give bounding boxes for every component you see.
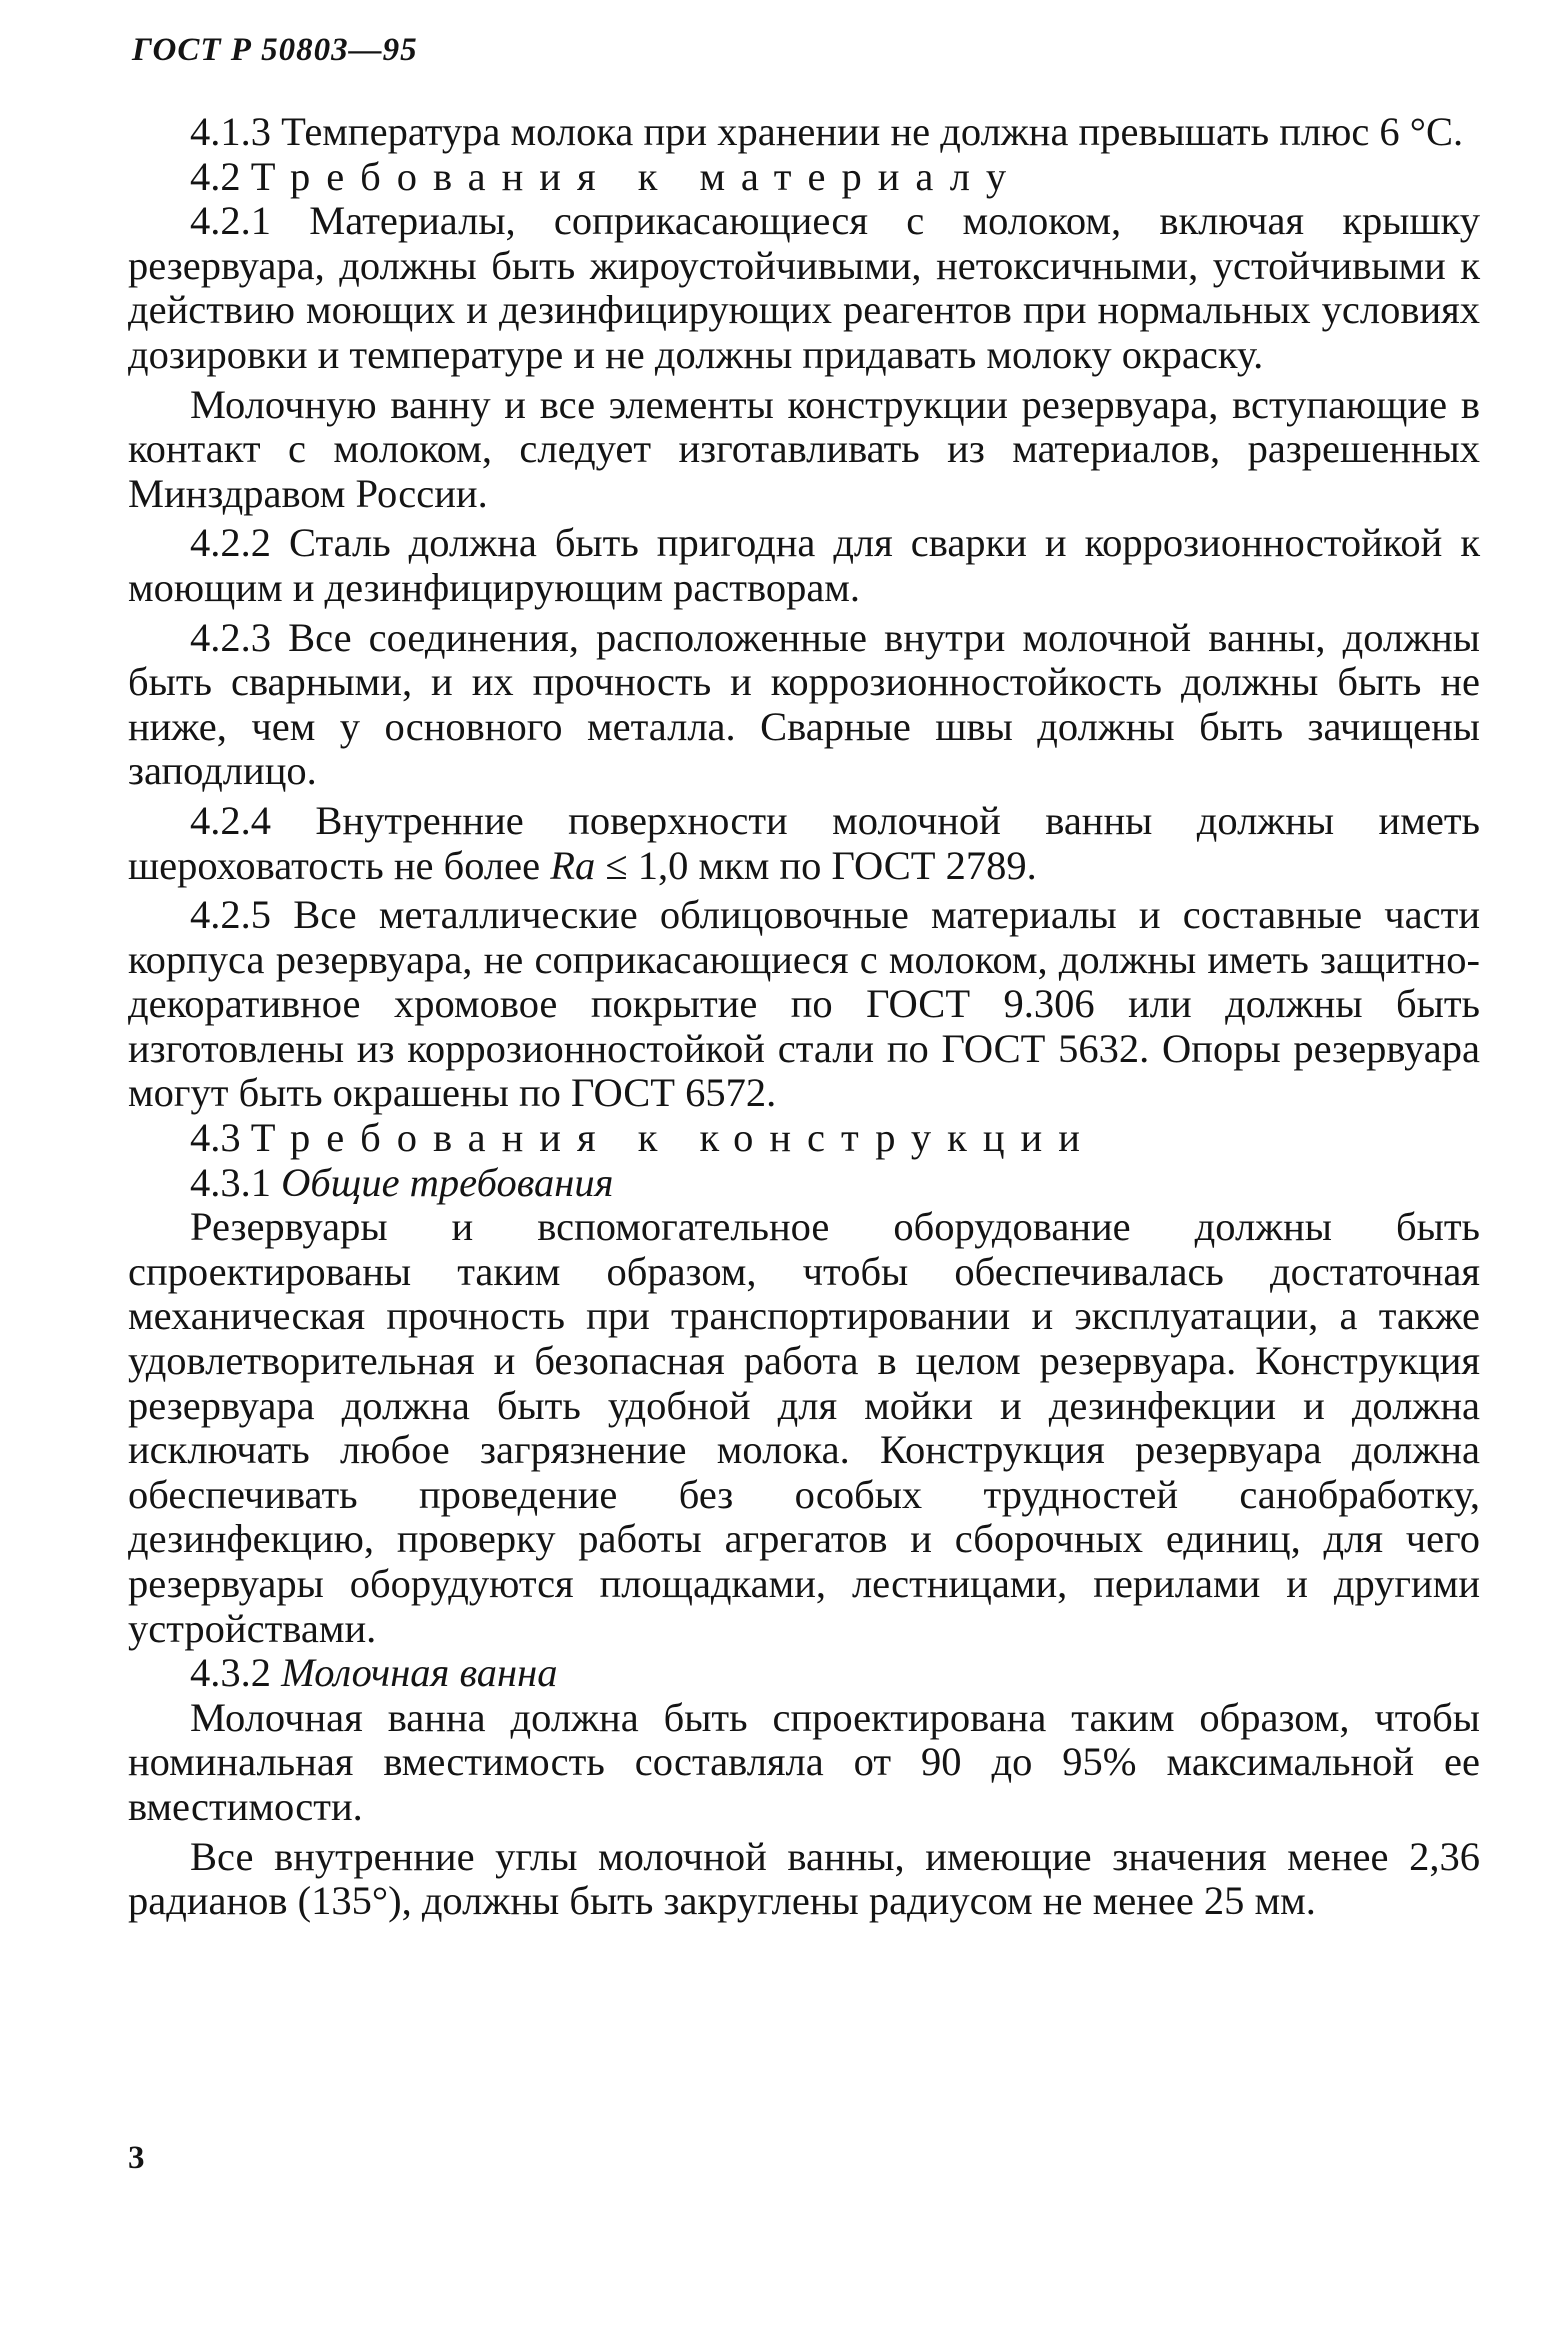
subsection-number: 4.3.2 (190, 1650, 271, 1696)
paragraph-4-2-4 (128, 799, 1480, 888)
section-title: Требования к конструкции (250, 1115, 1096, 1161)
standard-header: ГОСТ Р 50803—95 (132, 32, 418, 68)
section-number: 4.2 (190, 153, 241, 199)
paragraph-4-2-5: 4.2.5 Все металлические облицовочные материалы и составные части корпуса резервуара, не соприкасающиеся с молоком, должны иметь защитно-декоративное хромовое покрытие по ГОСТ 9.306 или должны быть изготовлены из коррозионностойкой стали по ГОСТ 5632. Опоры резервуара могут быть окрашены по ГОСТ 6572. (128, 892, 1480, 1116)
paragraph-4-2-1-continued: Молочную ванну и все элементы конструкции резервуара, вступающие в контакт с молоком, следует изготавливать из материалов, разрешенных Минздравом России. (128, 381, 1480, 516)
subsection-heading-4-3-2 (128, 1651, 1480, 1696)
paragraph-4-2-3: 4.2.3 Все соединения, расположенные внутри молочной ванны, должны быть сварными, и их прочность и коррозионностойкость должны быть не ниже, чем у основного металла. Сварные швы должны быть зачищены заподлицо. (128, 614, 1480, 794)
paragraph-text: 4.2.4 Внутренние поверхности молочной ванны должны иметь шероховатость не более (128, 797, 1480, 888)
section-title: Требования к материалу (250, 153, 1023, 199)
subsection-heading-4-3-1 (128, 1161, 1480, 1206)
paragraph-4-3-1: Резервуары и вспомогательное оборудование должны быть спроектированы таким образом, чтобы обеспечивалась достаточная механическая прочность при транспортировании и эксплуатации, а также удовлетворительная и безопасная работа в целом резервуара. Конструкция резервуара должна быть удобной для мойки и дезинфекции и должна исключать любое загрязнение молока. Конструкция резервуара должна обеспечивать проведение без особых трудностей санобработку, дезинфекцию, проверку работы агрегатов и сборочных единиц, для чего резервуары оборудуются площадками, лестницами, перилами и другими устройствами. (128, 1204, 1480, 1651)
paragraph-text: ≤ 1,0 мкм по ГОСТ 2789. (595, 842, 1037, 888)
paragraph-4-3-2-continued: Все внутренние углы молочной ванны, имеющие значения менее 2,36 радианов (135°), должны быть закруглены радиусом не менее 25 мм. (128, 1833, 1480, 1924)
paragraph-4-2-1: 4.2.1 Материалы, соприкасающиеся с молоком, включая крышку резервуара, должны быть жироустойчивыми, нетоксичными, устойчивыми к действию моющих и дезинфицирующих реагентов при нормальных условиях дозировки и температуре и не должны придавать молоку окраску. (128, 198, 1480, 377)
subsection-number: 4.3.1 (190, 1159, 271, 1205)
page-number: 3 (128, 2140, 145, 2176)
section-heading-4-3 (128, 1116, 1480, 1161)
section-number: 4.3 (190, 1115, 241, 1161)
paragraph-4-1-3: 4.1.3 Температура молока при хранении не должна превышать плюс 6 °С. (190, 109, 1464, 154)
paragraph-4-2-2: 4.2.2 Сталь должна быть пригодна для сварки и коррозионностойкой к моющим и дезинфицирующим растворам. (128, 520, 1480, 610)
section-heading-4-2 (128, 155, 1480, 200)
document-body (128, 110, 1480, 1924)
roughness-symbol: Ra (550, 842, 596, 888)
subsection-title: Молочная ванна (281, 1650, 558, 1696)
paragraph-4-3-2: Молочная ванна должна быть спроектирована таким образом, чтобы номинальная вместимость составляла от 90 до 95% максимальной ее вместимости. (128, 1694, 1480, 1829)
subsection-title: Общие требования (281, 1159, 614, 1205)
